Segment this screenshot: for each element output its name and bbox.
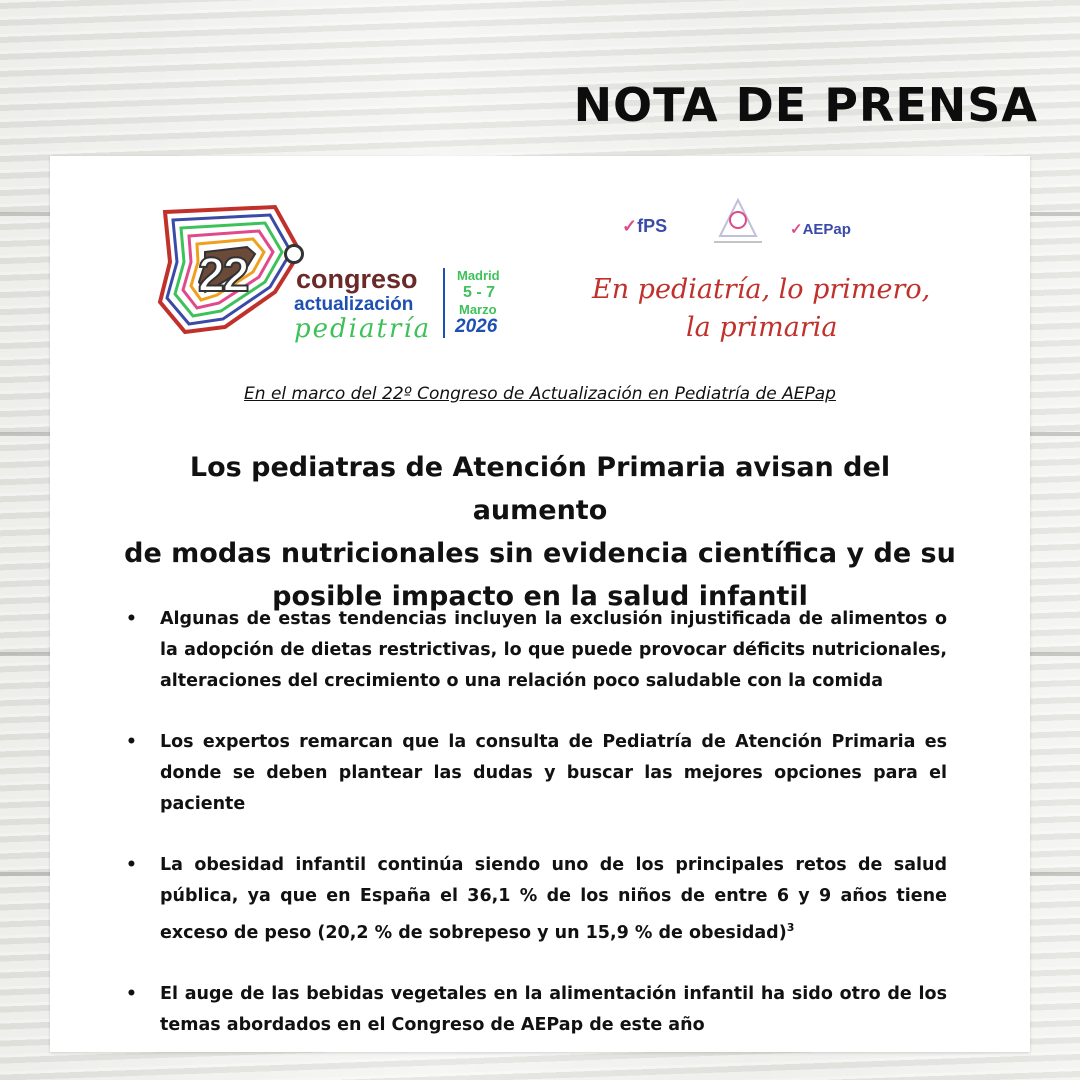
logo-month: Marzo [459,302,497,317]
bullet-text: Algunas de estas tendencias incluyen la exclusión injustificada de alimentos o la adopción de dietas restrictivas, lo que puede provocar déficits nutricionales, alteraciones del crecimiento o una relación poco saludable con la comida [160,609,947,691]
page-title: NOTA DE PRENSA [573,78,1038,132]
logo-congreso: congreso [296,264,418,294]
association-emblem-icon [710,196,766,246]
logo-edition-number: 22 [198,249,248,302]
logo-divider [443,268,445,338]
bullet-icon: • [126,732,137,752]
logo-city: Madrid [457,268,500,283]
logo-dates: 5 - 7 [463,284,496,301]
bullet-icon: • [126,983,137,1004]
aepap-logo: ✓AEPap [790,221,851,238]
footnote-marker: 3 [786,921,795,934]
headline-line-1: Los pediatras de Atención Primaria avisan del aumento [189,452,891,526]
person-icon: ✓ [790,221,803,238]
headline [120,446,960,618]
logo-actualizacion: actualización [294,294,414,315]
list-item [122,850,947,949]
headline-line-3: posible impacto en la salud infantil [272,581,808,612]
bullet-text: La obesidad infantil continúa siendo uno de los principales retos de salud pública, ya que en España el 36,1 % de los niños de entre 6 y 9 años tiene exceso de peso (20,2 % de sobrepeso y un 15,9 % de obesidad) [160,855,947,943]
list-item [122,979,947,1041]
bullet-list [122,604,947,1071]
logo-pediatria: pediatría [294,314,432,344]
list-item [122,727,947,820]
press-release-document [50,156,1030,1052]
bullet-icon: • [126,609,137,629]
degree-icon [284,244,304,264]
headline-line-2: de modas nutricionales sin evidencia científica y de su [124,538,956,569]
bullet-text: El auge de las bebidas vegetales en la alimentación infantil ha sido otro de los temas abordados en el Congreso de AEPap de este año [160,983,947,1035]
slogan-line-2: la primaria [686,312,838,343]
list-item [122,604,947,697]
logo-year: 2026 [455,316,498,337]
bullet-text: Los expertos remarcan que la consulta de Pediatría de Atención Primaria es donde se deben plantear las dudas y buscar las mejores opciones para el paciente [160,732,947,814]
fps-logo: ✓fPS [622,216,668,236]
person-icon: ✓ [622,216,638,236]
slogan-line-1: En pediatría, lo primero, [592,274,931,305]
bullet-icon: • [126,855,137,875]
subheading: En el marco del 22º Congreso de Actualización en Pediatría de AEPap [244,384,836,404]
